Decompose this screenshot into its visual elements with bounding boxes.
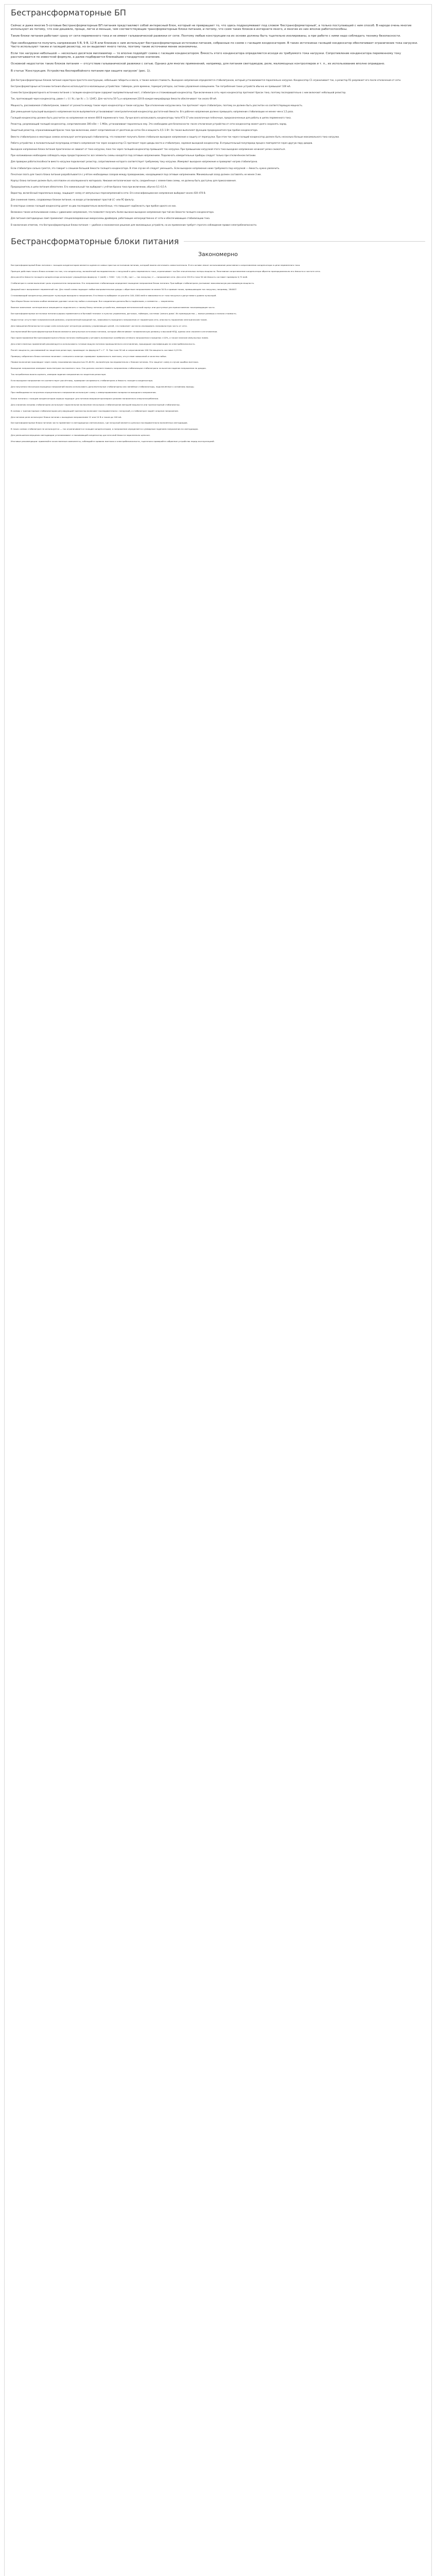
paragraph: Резистор, разряжающий гасящий конденсатор, сопротивлением 300 кОм — 1 МОм, устанавливают параллельно ему. Это необходимо для безопасности: после отключения устройства от сети конденсатор может долго сохранять заряд.: [11, 123, 287, 126]
paragraph: При необходимости получения отрицательного напряжения используют схему с инвертированием полярности выходного напряжения.: [11, 391, 156, 394]
paragraph: Если ток нагрузки небольшой — несколько десятков миллиампер — то вполне подойдёт схема с гасящим конденсатором. Ёмкость этого конденсатора определяется исходя из требуемого тока нагрузки. Сопротивление конденсатора переменному току рассчитывается по известной формуле, а далее подбирается ближайшее стандартное значение.: [11, 52, 401, 59]
paragraph: Расчёт мощности, рассеиваемой на защитном резисторе, производят по формуле P = I² · R. При токе 50 мА и сопротивлении 100 Ом мощность составит 0,25 Вт.: [11, 348, 183, 351]
paragraph: Проверку собранного блока питания начинают с внешнего осмотра: проверяют правильность монтажа, отсутствие замыканий и качество пайки.: [11, 354, 167, 358]
paragraph: Если стабилитрон сильно греется, это говорит о слишком большой ёмкости гасящего конденсатора. В этом случае её следует уменьшить. Если выходное напряжение ниже требуемого под нагрузкой — ёмкость нужно увеличить.: [11, 167, 280, 170]
paragraph: Бестрансформаторные источники питания обычно используются в маломощных устройствах: таймерах, реле времени, терморегуляторах, системах управления освещением. Ток потребления таких устройств обычно не превышает 100 мА.: [11, 86, 291, 89]
page-container: [4, 4, 432, 2576]
paragraph: В схемах с транзисторным стабилизатором регулирующий транзистор включают последовательно с нагрузкой, а стабилитрон задаёт опорное напряжение.: [11, 409, 179, 412]
heading-divider: [184, 241, 425, 242]
paragraph: В статье 'Конструкция. Устройства бесперебойного питания при защите нагрузок' (рис. 1).: [11, 69, 151, 73]
paragraph: Для проверки работоспособности вместо нагрузки подключают резистор, сопротивление которого соответствует требуемому току нагрузки. Измеряют выходное напряжение и проверяют нагрев стабилитрона.: [11, 161, 258, 164]
paragraph: Недостатки: отсутствие гальванической развязки, ограниченный выходной ток, зависимость выходного напряжения от параметров сети, опасность поражения электрическим током.: [11, 318, 207, 321]
paragraph: Работа устройства: в положительный полупериод сетевого напряжения ток через конденсатор C1 протекает через диоды моста и стабилитрон, заряжая выходной конденсатор. В отрицательный полупериод процесс повторяется через другую пару диодов.: [11, 142, 313, 145]
paragraph: Для бестрансформаторных блоков питания характерна простота конструкции, небольшие габариты и масса, а также низкая стоимость. Выходное напряжение определяется стабилитроном, который устанавливается параллельно нагрузке. Конденсатор C1 ограничивает ток, а резистор R1 разряжает его после отключения от сети.: [11, 79, 402, 82]
article-section-1: [11, 24, 425, 73]
paragraph: Блоки питания с гасящим конденсатором хорошо подходят для питания микроконтроллеров в режиме пониженного энергопотребления.: [11, 397, 159, 400]
paragraph: При проектировании бестрансформаторного блока питания необходимо учитывать возможные колебания сетевого напряжения в пределах ±10%, а также наличие импульсных помех.: [11, 336, 209, 340]
paragraph: Первое включение производят через лампу накаливания мощностью 25–60 Вт, включённую последовательно с блоком питания. Это защитит схему в случае ошибок монтажа.: [11, 361, 199, 364]
paragraph: Бестрансформаторный блок питания с гасящим конденсатором является одним из самых простых источников питания, который можно изготовить самостоятельно. В его основе лежит использование реактивного сопротивления конденсатора в цепи переменного тока.: [11, 263, 301, 266]
paragraph: Возможно также использование схемы с удвоением напряжения, что позволяет получить более высокое выходное напряжение при той же ёмкости гасящего конденсатора.: [11, 211, 215, 214]
paragraph: При налаживании необходимо соблюдать меры предосторожности: все элементы схемы находятся под сетевым напряжением. Подключать измерительные приборы следует только при отключённом питании.: [11, 155, 256, 158]
paragraph: Для питания светодиодных ламп применяют специализированные микросхемы драйверов, работающие непосредственно от сети и обеспечивающие стабилизацию тока.: [11, 217, 211, 221]
paragraph: Для повышения безопасности в ряде схем используют оптронную развязку управляющих цепей, что позволяет частично изолировать низковольтную часть от сети.: [11, 324, 187, 327]
paragraph: Мощность, рассеиваемая стабилитроном, зависит от разности между током через конденсатор и током нагрузки. При отключении нагрузки весь ток протекает через стабилитрон, поэтому он должен быть рассчитан на соответствующую мощность.: [11, 104, 303, 107]
paragraph: Сглаживающий конденсатор уменьшает пульсации выходного напряжения. Его ёмкость выбирают из расчёта 100–1000 мкФ в зависимости от тока нагрузки и допустимого уровня пульсаций.: [11, 294, 217, 297]
paragraph: Схема бестрансформаторного источника питания с гасящим конденсатором содержит выпрямительный мост, стабилитрон и сглаживающий конденсатор. При включении в сеть через конденсатор протекает бросок тока, поэтому последовательно с ним включают небольшой резистор.: [11, 92, 346, 95]
section-title: Бестрансформаторные блоки питания: [11, 236, 179, 246]
paragraph: Для снижения помех, создаваемых блоком питания, на входе устанавливают простой LC- или RC-фильтр.: [11, 198, 134, 201]
paragraph: Ток потребления можно оценить, измерив падение напряжения на защитном резисторе.: [11, 373, 107, 376]
paragraph: Бестрансформаторные источники питания широко применяются в бытовой технике: в пультах управления, датчиках, таймерах, системах 'умного дома'. Их преимущества — малые размеры и низкая стоимость.: [11, 312, 237, 315]
paragraph: В заключение отметим, что бестрансформаторные блоки питания — удобное и экономичное решение для маломощных устройств, но их применение требует строгого соблюдения правил электробезопасности.: [11, 224, 257, 227]
paragraph: Вместо стабилитрона в некоторых схемах используют интегральный стабилизатор, что позволяет получить более стабильное выходное напряжение и защиту от перегрузки. При этом ток через гасящий конденсатор должен быть несколько больше максимального тока нагрузки.: [11, 135, 340, 139]
paragraph: Сейчас и даже многие 5-сотовые бестрансформаторные БП питания представляют собой интересный блок, который не превращает то, что здесь подразумевают под словом 'бестрансформаторный', а только поступающий с ним способ. В народе очень многие используют их потому, что они дешевле, проще, легче и меньше, чем соответствующие трансформаторные блоки питания, и потому, что схем таких блоков в интернете много, и многие из них вполне работоспособны.: [11, 24, 412, 31]
article-section-2: [11, 264, 425, 443]
paragraph: В некоторых схемах гасящий конденсатор делят на два последовательно включённых, что повышает надёжность при пробое одного из них.: [11, 205, 177, 208]
paragraph: Для снижения нагрева стабилитрона используют параллельное включение нескольких стабилитронов меньшей мощности или транзисторный стабилизатор.: [11, 403, 180, 406]
paragraph: Принцип действия такого блока основан на том, что конденсатор, включённый последовательно с нагрузкой в цепь переменного тока, ограничивает ток без значительных потерь мощности. Реактивное сопротивление конденсатора обратно пропорционально его ёмкости и частоте сети.: [11, 269, 321, 273]
paragraph: При сборке блока питания особое внимание уделяют качеству пайки и изоляции. Все соединения должны быть надёжными, а элементы — закреплены.: [11, 300, 175, 303]
article-section-1b: [11, 79, 425, 227]
paragraph: Защитный резистор, ограничивающий бросок тока при включении, имеет сопротивление от десятков до сотен Ом и мощность 0,5–1 Вт. Он также выполняет функцию предохранителя при пробое конденсатора.: [11, 129, 258, 132]
paragraph: Варистор, включённый параллельно входу, защищает схему от импульсных перенапряжений в сети. Его классификационное напряжение выбирают около 430–470 В.: [11, 192, 206, 195]
paragraph: Для уменьшения пульсаций выходного напряжения после выпрямителя устанавливают электролитический конденсатор достаточной ёмкости. Его рабочее напряжение должно превышать напряжение стабилизации не менее чем в 1,5 раза.: [11, 110, 294, 113]
paragraph: Гасящий конденсатор должен быть рассчитан на напряжение не менее 400 В переменного тока. Лучше всего использовать конденсаторы типа К73-17 или аналогичные плёночные, предназначенные для работы в цепях переменного тока.: [11, 117, 291, 120]
paragraph: Если выходное напряжение не соответствует расчётному, проверяют исправность стабилитрона и ёмкость гасящего конденсатора.: [11, 379, 153, 382]
paragraph: Итоговые рекомендации: применяйте качественные компоненты, соблюдайте правила монтажа и электробезопасности, тщательно проверяйте собранное устройство перед эксплуатацией.: [11, 439, 215, 443]
section-subtitle: Закономерно: [198, 250, 238, 258]
paragraph: Предохранитель в цепи питания обязателен. Его номинальный ток выбирают с учётом броска тока при включении, обычно 0,1–0,5 А.: [11, 186, 167, 189]
paragraph: Корпус блока питания должен быть изготовлен из изоляционного материала. Никакие металлические части, соединённые с элементами схемы, не должны быть доступны для прикосновения.: [11, 180, 236, 183]
paragraph: Ток, протекающий через конденсатор, равен I = U / Xc, где Xc = 1 / (2πfC). Для частоты 50 Гц и напряжения 220 В каждая микрофарада ёмкости обеспечивает ток около 69 мА.: [11, 98, 217, 101]
paragraph: Бестрансформаторные блоки питания часто применяют в светодиодных светильниках, где нагрузкой является цепочка последовательно включённых светодиодов.: [11, 421, 188, 425]
paragraph: Важное замечание: категорически запрещается подключать к такому блоку питания устройства, имеющие металлический корпус или доступные для прикосновения токопроводящие части.: [11, 306, 215, 309]
paragraph: Стабилитрон в схеме выполняет роль ограничителя напряжения. Его напряжение стабилизации определяет выходное напряжение блока питания. При выборе стабилитрона учитывают максимальную рассеиваемую мощность.: [11, 282, 255, 285]
paragraph: Альтернативой бестрансформаторным блокам являются импульсные источники питания, которые обеспечивают гальваническую развязку и высокий КПД, однако они сложнее в изготовлении.: [11, 330, 218, 333]
paragraph: Выходное напряжение блока питания практически не зависит от тока нагрузки, пока ток через гасящий конденсатор превышает ток нагрузки. При превышении нагрузкой этого тока выходное напряжение начинает резко снижаться.: [11, 148, 286, 151]
paragraph: В таких схемах стабилитрон не используется — ток ограничивается гасящим конденсатором, а напряжение определяется суммарным падением напряжения на светодиодах.: [11, 428, 199, 431]
paragraph: Печатная плата для такого блока питания разрабатывается с учётом необходимых зазоров между проводниками, находящимися под сетевым напряжением. Минимальный зазор должен составлять не менее 3 мм.: [11, 173, 261, 176]
paragraph: Для ответственных применений рекомендуется использовать готовые модули питания промышленного изготовления, прошедшие сертификацию на электробезопасность.: [11, 343, 196, 346]
paragraph: Для уменьшения мерцания светодиодов устанавливают сглаживающий конденсатор достаточной ёмкости параллельно цепочке.: [11, 434, 150, 437]
paragraph: Диодный мост выпрямляет переменный ток. Для такой схемы подходят любые выпрямительные диоды с обратным напряжением не менее 50 В и прямым током, превышающим ток нагрузки, например, 1N4007.: [11, 287, 237, 291]
paragraph: Для получения нескольких выходных напряжений можно использовать дополнительные стабилитроны или линейные стабилизаторы, подключённые к основному выходу.: [11, 385, 195, 388]
section-heading-row: [11, 236, 425, 247]
paragraph: Такие блоки питания работают сразу от сети переменного тока и не имеют гальванической развязки от сети. Поэтому любые конструкции на их основе должны быть тщательно изолированы, а при работе с ними надо соблюдать технику безопасности.: [11, 35, 401, 38]
paragraph: Основной недостаток таких блоков питания — отсутствие гальванической развязки с сетью. Однако для многих применений, например, для питания светодиодов, реле, маломощных контроллеров и т. п., их использование вполне оправдано.: [11, 62, 385, 66]
paragraph: Выходное напряжение измеряют вольтметром постоянного тока. Оно должно соответствовать напряжению стабилизации стабилитрона за вычетом падения напряжения на диодах.: [11, 367, 206, 370]
paragraph: Для расчёта ёмкости гасящего конденсатора используют упрощённую формулу: C (мкФ) = 3200 · I (А) / U (В), где I — ток нагрузки, U — напряжение сети. Для сети 220 В и тока 50 мА ёмкость составит примерно 0,72 мкФ.: [11, 276, 248, 279]
page-title: Бестрансформаторные БП: [11, 8, 126, 18]
paragraph: Для питания реле используют блоки питания с выходным напряжением 12 или 24 В и током до 100 мА.: [11, 415, 122, 418]
paragraph: При необходимости получить напряжения 5 В, 9 В, 12 В или близкие к ним используют бестрансформаторные источники питания, собранные по схеме с гасящим конденсатором. В таких источниках гасящий конденсатор обеспечивает ограничение тока нагрузки. Часто используют также и гасящий резистор, но он выделяет много тепла, поэтому такие источники менее экономичны.: [11, 41, 418, 48]
